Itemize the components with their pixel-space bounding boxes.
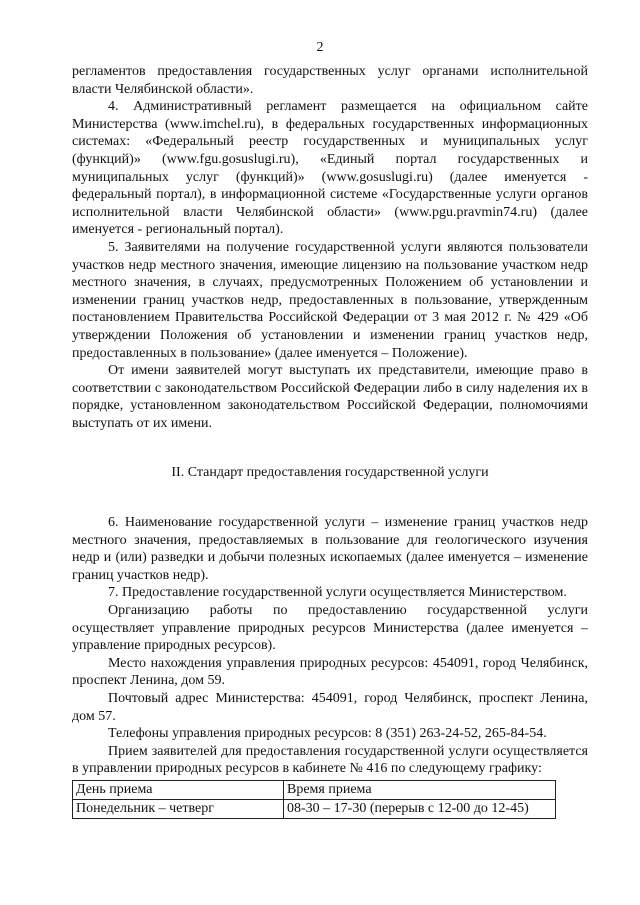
paragraph: От имени заявителей могут выступать их представители, имеющие право в соответствии с законодательством Российской Федерации либо в силу наделения их в порядке, установленном законодательством Российской Федерации, полномочиями выступать от их имени.	[72, 363, 588, 431]
paragraph: Организацию работы по предоставлению государственной услуги осуществляет управление природных ресурсов Министерства (далее именуется – управление природных ресурсов).	[72, 603, 588, 654]
schedule-header-cell: День приема	[73, 780, 284, 799]
paragraph: 5. Заявителями на получение государственной услуги являются пользователи участков недр местного значения, имеющие лицензию на пользование участком недр местного значения, в случаях, предусмотренных Положением об установлении и изменении границ участков недр, предоставленных в пользование, утвержденным постановлением Правительства Российской Федерации от 3 мая 2012 г. № 429 «Об утверждении Положения об установлении и изменении границ участков недр, предоставленных в пользование» (далее именуется – Положение).	[72, 239, 588, 361]
paragraph: 7. Предоставление государственной услуги осуществляется Министерством.	[108, 585, 567, 601]
paragraphs-top	[72, 63, 588, 432]
schedule-header-cell: Время приема	[284, 780, 556, 799]
schedule-row	[73, 799, 556, 818]
section-heading: II. Стандарт предоставления государственной услуги	[171, 465, 489, 481]
schedule-cell: Понедельник – четверг	[73, 799, 284, 818]
paragraph: 4. Административный регламент размещается на официальном сайте Министерства (www.imchel.ru), в федеральных государственных информационных системах: «Федеральный реестр государственных и муниципальных услуг (функций)» (www.fgu.gosuslugi.ru), «Единый портал государственных и муниципальных услуг (функций)» (www.gosuslugi.ru) (далее именуется - федеральный портал), в информационной системе «Государственные услуги органов исполнительной власти Челябинской области» (www.pgu.pravmin74.ru) (далее именуется - региональный портал).	[72, 99, 588, 238]
paragraph: Прием заявителей для предоставления государственной услуги осуществляется в управлении природных ресурсов в кабинете № 416 по следующему графику:	[72, 743, 588, 777]
paragraph: Место нахождения управления природных ресурсов: 454091, город Челябинск, проспект Ленина, дом 59.	[72, 655, 588, 689]
schedule-cell: 08-30 – 17-30 (перерыв с 12-00 до 12-45)	[284, 799, 556, 818]
paragraph: Почтовый адрес Министерства: 454091, город Челябинск, проспект Ленина, дом 57.	[72, 691, 588, 724]
page-number: 2	[316, 40, 324, 55]
paragraph: Телефоны управления природных ресурсов: 8 (351) 263-24-52, 265-84-54.	[108, 726, 547, 742]
schedule-header-row	[73, 780, 556, 799]
paragraph: 6. Наименование государственной услуги – изменение границ участков недр местного значения, предоставляемых в пользование для геологического изучения недр и (или) разведки и добычи полезных ископаемых (далее именуется – изменение границ участков недр).	[72, 515, 588, 583]
paragraph: регламентов предоставления государственных услуг органами исполнительной власти Челябинской области».	[72, 64, 588, 97]
schedule-table	[72, 780, 556, 819]
document-body	[72, 63, 588, 819]
paragraphs-bottom	[72, 514, 588, 778]
